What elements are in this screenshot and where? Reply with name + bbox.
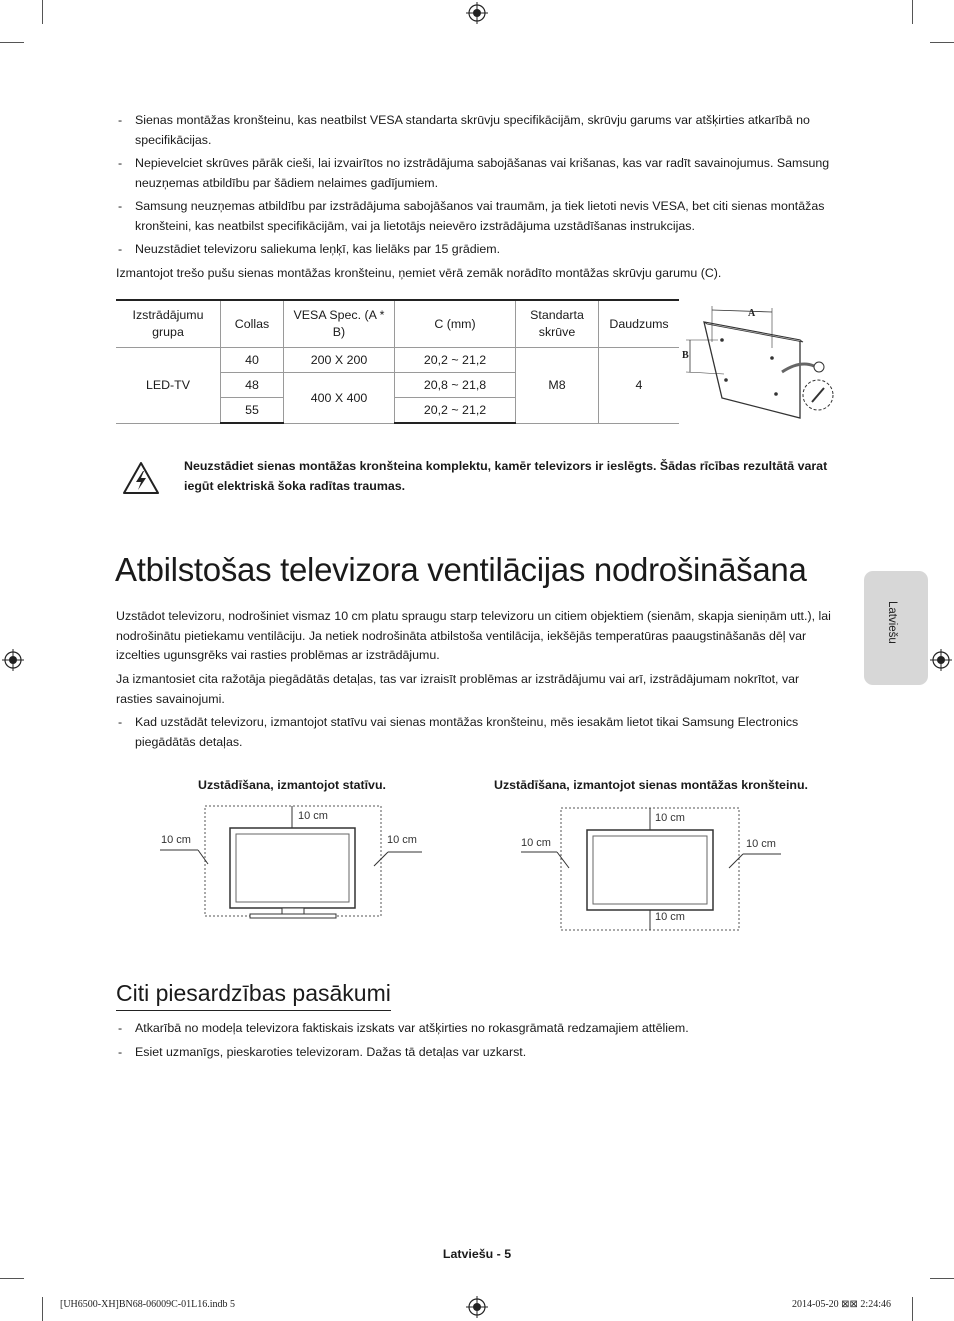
table-header: VESA Spec. (A * B) <box>284 300 395 348</box>
print-slug-date: 2014-05-20 ⊠⊠ 2:24:46 <box>792 1299 891 1310</box>
table-cell: 4 <box>599 348 680 424</box>
warning-text: Neuzstādiet sienas montāžas kronšteina komplektu, kamēr televizors ir ieslēgts. Šādas rīcības rezultātā varat iegūt elektriskā šoka radītas traumas. <box>184 459 828 493</box>
crop-mark <box>930 42 954 43</box>
registration-mark-icon <box>466 2 488 24</box>
gap-label: 10 cm <box>387 834 417 846</box>
language-side-tab <box>864 571 928 685</box>
gap-label: 10 cm <box>298 810 328 822</box>
crop-mark <box>912 0 913 24</box>
wall-figure-caption: Uzstādīšana, izmantojot sienas montāžas kronšteinu. <box>494 778 808 792</box>
crop-mark <box>0 1278 24 1279</box>
gap-label: 10 cm <box>161 834 191 846</box>
crop-mark <box>42 1297 43 1321</box>
table-cell: LED-TV <box>116 348 221 424</box>
table-cell: 40 <box>221 348 284 373</box>
warning-icon <box>122 461 160 495</box>
table-cell: 55 <box>221 398 284 424</box>
table-cell: 20,8 ~ 21,8 <box>395 373 516 398</box>
ventilation-notes <box>116 713 838 756</box>
dimension-label-a: A <box>748 308 756 319</box>
gap-label: 10 cm <box>746 838 776 850</box>
precaution-notes <box>116 1019 838 1066</box>
table-cell: 400 X 400 <box>284 373 395 424</box>
tv-screen <box>230 828 355 908</box>
list-item: - Kad uzstādāt televizoru, izmantojot statīvu vai sienas montāžas kronšteinu, mēs iesakām lietot tikai Samsung Electronics piegādātās detaļas. <box>116 713 838 752</box>
wall-mount-diagram <box>682 300 842 420</box>
table-cell: 48 <box>221 373 284 398</box>
ventilation-paragraph: Uzstādot televizoru, nodrošiniet vismaz 10 cm platu spraugu starp televizoru un citiem objektiem (sienām, skapja sieniņām utt.), lai nodrošinātu pietiekamu ventilāciju. Ja netiek nodrošināta atbilstoša ventilācija, iekšējās temperatūras paaugstināšanās dēļ var izcelties ugunsgrēks vai rasties problēmas ar izstrādājumu. <box>116 609 831 662</box>
subsection-title: Citi piesardzības pasākumi <box>116 980 391 1011</box>
registration-mark-icon <box>466 1296 488 1318</box>
stand-figure-caption: Uzstādīšana, izmantojot statīvu. <box>198 778 386 792</box>
list-item: - Neuzstādiet televizoru saliekuma leņķī, kas lielāks par 15 grādiem. <box>116 240 838 260</box>
vesa-spec-table <box>116 299 679 424</box>
intro-text: Izmantojot trešo pušu sienas montāžas kronšteinu, ņemiet vērā zemāk norādīto montāžas skrūvju garumu (C). <box>116 266 722 280</box>
registration-mark-icon <box>930 649 952 671</box>
table-header: Daudzums <box>599 300 680 348</box>
list-item: - Esiet uzmanīgs, pieskaroties televizoram. Dažas tā detaļas var uzkarst. <box>116 1043 838 1063</box>
table-cell: 20,2 ~ 21,2 <box>395 348 516 373</box>
page-number: Latviešu - 5 <box>442 1247 512 1261</box>
table-header: Collas <box>221 300 284 348</box>
table-header: C (mm) <box>395 300 516 348</box>
list-item: - Atkarībā no modeļa televizora faktiskais izskats var atšķirties no rokasgrāmatā redzamajiem attēliem. <box>116 1019 838 1039</box>
gap-label: 10 cm <box>655 812 685 824</box>
crop-mark <box>930 1278 954 1279</box>
gap-label: 10 cm <box>655 911 685 923</box>
crop-mark <box>42 0 43 24</box>
side-tab-label: Latviešu <box>886 601 898 644</box>
table-row <box>116 348 679 373</box>
dimension-label-b: B <box>682 350 689 361</box>
stand-ventilation-figure <box>150 800 430 925</box>
table-cell: 200 X 200 <box>284 348 395 373</box>
section-title: Atbilstošas televizora ventilācijas nodrošināšana <box>115 551 807 588</box>
gap-label: 10 cm <box>521 837 551 849</box>
table-cell: M8 <box>516 348 599 424</box>
registration-mark-icon <box>2 649 24 671</box>
table-cell: 20,2 ~ 21,2 <box>395 398 516 424</box>
print-slug-file: [UH6500-XH]BN68-06009C-01L16.indb 5 <box>60 1299 235 1310</box>
list-item: - Sienas montāžas kronšteinu, kas neatbilst VESA standarta skrūvju specifikācijām, skrūvju garums var atšķirties atkarībā no specifikācijas. <box>116 111 838 150</box>
table-header: Izstrādājumu grupa <box>116 300 221 348</box>
list-item: - Nepievelciet skrūves pārāk cieši, lai izvairītos no izstrādājuma sabojāšanas vai krišanas, kas var radīt savainojumus. Samsung neuzņemas atbildību par šādiem nelaimes gadījumiem. <box>116 154 838 193</box>
crop-mark <box>0 42 24 43</box>
tv-screen <box>587 830 713 910</box>
table-header: Standarta skrūve <box>516 300 599 348</box>
wall-mount-notes <box>116 111 838 264</box>
list-item: - Samsung neuzņemas atbildību par izstrādājuma sabojāšanos vai traumām, ja tiek lietoti nevis VESA, bet citi sienas montāžas kronšteini, kas neatbilst specifikācijām, vai ja lietotājs neievēro izstrādājuma uzstādīšanas instrukcijas. <box>116 197 838 236</box>
ventilation-paragraph: Ja izmantosiet cita ražotāja piegādātās detaļas, tas var izraisīt problēmas ar izstrādājumu vai arī, izstrādājumam nokrītot, var rasties savainojumi. <box>116 672 800 706</box>
crop-mark <box>912 1297 913 1321</box>
